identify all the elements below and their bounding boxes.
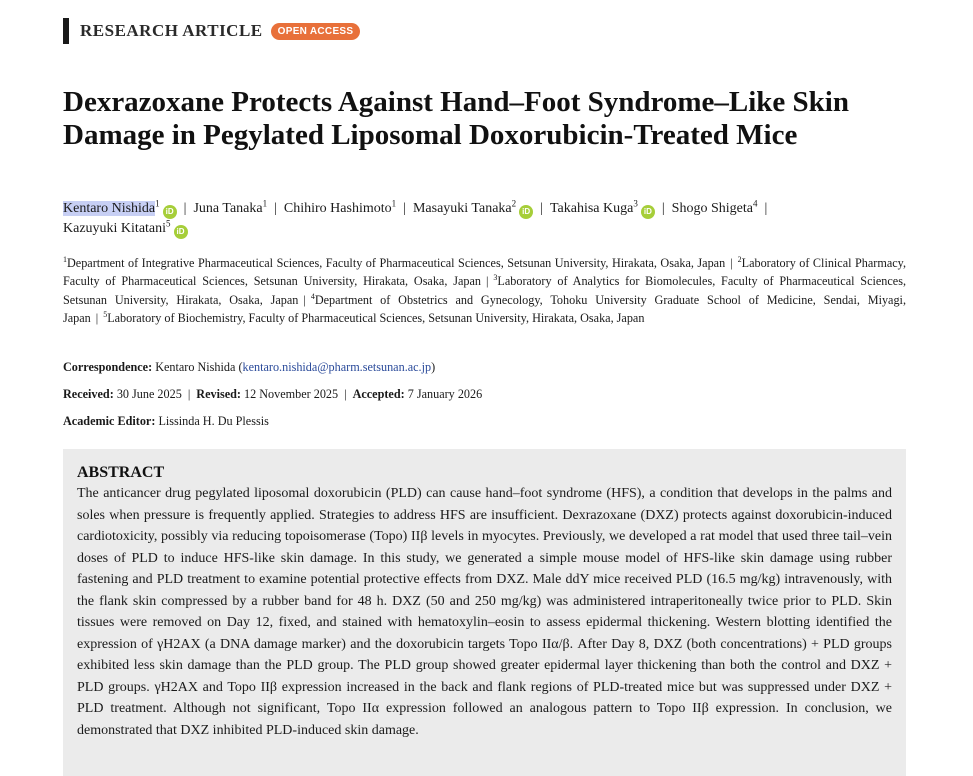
article-type-header	[63, 18, 360, 44]
affiliation-marker: 4	[752, 198, 758, 209]
article-type-label: RESEARCH ARTICLE	[80, 21, 263, 40]
orcid-icon[interactable]: iD	[174, 225, 188, 239]
received-date: 30 June 2025	[116, 387, 182, 401]
author-name[interactable]: Juna Tanaka	[193, 201, 263, 216]
abstract-text: The anticancer drug pegylated liposomal doxorubicin (PLD) can cause hand–foot syndrome (HFS), a condition that develops in the palms and soles when pressure is frequently applied. Strategies to address HFS are insufficient. Dexrazoxane (DXZ) protects against doxorubicin-induced cardiotoxicity, possibly via reducing topoisomerase (Topo) IIβ levels in myocytes. Previously, we developed a rat model that used three tail–vein doses of PLD to induce HFS-like skin damage. In this study, we generated a simple mouse model of HFS-like skin damage using rubber fastening and PLD treatment to examine potential protective effects from DXZ. Male ddY mice received PLD (16.5 mg/kg) intravenously, with the flank skin compressed by a rubber band for 48 h. DXZ (50 and 250 mg/kg) was administered intraperitoneally twice prior to PLD. Skin tissues were removed on Day 12, fixed, and stained with hematoxylin–eosin to assess epidermal thickening. Western blotting identified the expression of γH2AX (a DNA damage marker) and the doxorubicin targets Topo IIα/β. After Day 8, DXZ (both concentrations) + PLD groups exhibited less skin damage than the PLD group. The PLD group showed greater epidermal layer thickening than both the control and DXZ + PLD groups. γH2AX and Topo IIβ expression increased in the back and flank regions of PLD-treated mice but was suppressed under DXZ + PLD treatment. Although not significant, Topo IIα expression followed an analogous pattern to Topo IIβ expression. In conclusion, we demonstrated that DXZ inhibited PLD-induced skin damage.	[77, 486, 892, 738]
author-entry	[549, 198, 655, 216]
open-access-badge[interactable]: OPEN ACCESS	[271, 23, 361, 40]
academic-editor-name: Lissinda H. Du Plessis	[158, 414, 269, 428]
affiliation-number: 2	[737, 254, 742, 264]
received-label: Received:	[63, 387, 114, 401]
author-name[interactable]: Chihiro Hashimoto	[283, 201, 392, 216]
correspondence-label: Correspondence:	[63, 360, 153, 374]
affiliation-marker: 1	[155, 198, 160, 209]
author-entry	[193, 198, 268, 216]
dates-line: Received: 30 June 2025 | Revised: 12 November 2025 | Accepted: 7 January 2026	[63, 387, 483, 401]
revised-date: 12 November 2025	[244, 387, 339, 401]
author-name[interactable]: Takahisa Kuga	[549, 201, 634, 216]
abstract-box	[63, 449, 906, 776]
article-type-bar	[63, 18, 69, 44]
affiliation-text: Laboratory of Analytics for Biomolecules, Faculty of Pharmaceutical Sciences, Setsunan University, Hirakata, Osaka, Japan	[63, 274, 906, 307]
academic-editor-label: Academic Editor:	[63, 414, 156, 428]
author-entry	[412, 198, 533, 216]
affiliations: $^1$Department of Integrative Pharmaceutical Sciences, Faculty of Pharmaceutical Sciences, Setsunan University, Hirakata, Osaka, Japan | $^2$Laboratory of Clinical Pharmacy, Faculty of Pharmaceutical Sciences, Setsunan University, Hirakata, Osaka, Japan | $^3$Laboratory of Analytics for Biomolecules, Faculty of Pharmaceutical Sciences, Setsunan University, Hirakata, Osaka, Japan | $^4$Department of Obstetrics and Gynecology, Tohoku University Graduate School of Medicine, Sendai, Miyagi, Japan | $^5$Laboratory of Biochemistry, Faculty of Pharmaceutical Sciences, Setsunan University, Hirakata, Osaka, Japan	[63, 254, 906, 326]
affiliation-marker: 1	[262, 198, 268, 209]
accepted-date: 7 January 2026	[407, 387, 483, 401]
affiliation-text: Laboratory of Biochemistry, Faculty of Pharmaceutical Sciences, Setsunan University, Hirakata, Osaka, Japan	[107, 311, 645, 326]
accepted-label: Accepted:	[352, 387, 405, 401]
correspondence-email-link[interactable]: kentaro.nishida@pharm.setsunan.ac.jp	[242, 360, 432, 374]
affiliation-number: 3	[493, 273, 498, 283]
abstract-heading: ABSTRACT	[77, 464, 165, 481]
author-entry	[63, 218, 188, 236]
affiliation-text: Department of Obstetrics and Gynecology, Tohoku University Graduate School of Medicine, Sendai, Miyagi, Japan	[63, 292, 906, 326]
author-name[interactable]: Masayuki Tanaka	[412, 201, 512, 216]
author-entry	[63, 198, 177, 216]
correspondence-name: Kentaro Nishida	[155, 360, 236, 374]
author-entry	[671, 198, 758, 216]
affiliation-number: 4	[310, 291, 315, 301]
affiliation-marker: 2	[511, 198, 517, 209]
author-entry	[283, 198, 397, 216]
affiliation-number: 1	[63, 254, 67, 264]
affiliation-text: Department of Integrative Pharmaceutical Sciences, Faculty of Pharmaceutical Sciences, Setsunan University, Hirakata, Osaka, Japan	[67, 256, 726, 270]
correspondence-line: Correspondence: Kentaro Nishida (kentaro.nishida@pharm.setsunan.ac.jp)	[63, 360, 436, 374]
affiliation-marker: 3	[633, 198, 638, 209]
author-name[interactable]: Kazuyuki Kitatani	[63, 221, 167, 236]
article-title: Dexrazoxane Protects Against Hand–Foot Syndrome–Like Skin Damage in Pegylated Liposomal Doxorubicin-Treated Mice	[63, 86, 849, 151]
affiliation-text: Laboratory of Clinical Pharmacy, Faculty of Pharmaceutical Sciences, Setsunan University, Hirakata, Osaka, Japan	[63, 256, 906, 289]
author-name[interactable]: Kentaro Nishida	[63, 201, 156, 216]
affiliation-number: 5	[103, 310, 108, 320]
academic-editor-line	[63, 413, 269, 429]
affiliation-marker: 1	[391, 198, 397, 209]
orcid-icon[interactable]: iD	[519, 205, 533, 219]
author-list: Kentaro Nishida$^1$iD | Juna Tanaka$^1$ | Chihiro Hashimoto$^1$ | Masayuki Tanaka$^2$iD | Takahisa Kuga$^3$iD | Shogo Shigeta$^4$ | Kazuyuki Kitatani$^5$iD	[63, 199, 913, 239]
revised-label: Revised:	[196, 387, 241, 401]
author-name[interactable]: Shogo Shigeta	[671, 201, 753, 216]
affiliation-marker: 5	[166, 218, 171, 229]
orcid-icon[interactable]: iD	[163, 205, 177, 219]
orcid-icon[interactable]: iD	[641, 205, 655, 219]
